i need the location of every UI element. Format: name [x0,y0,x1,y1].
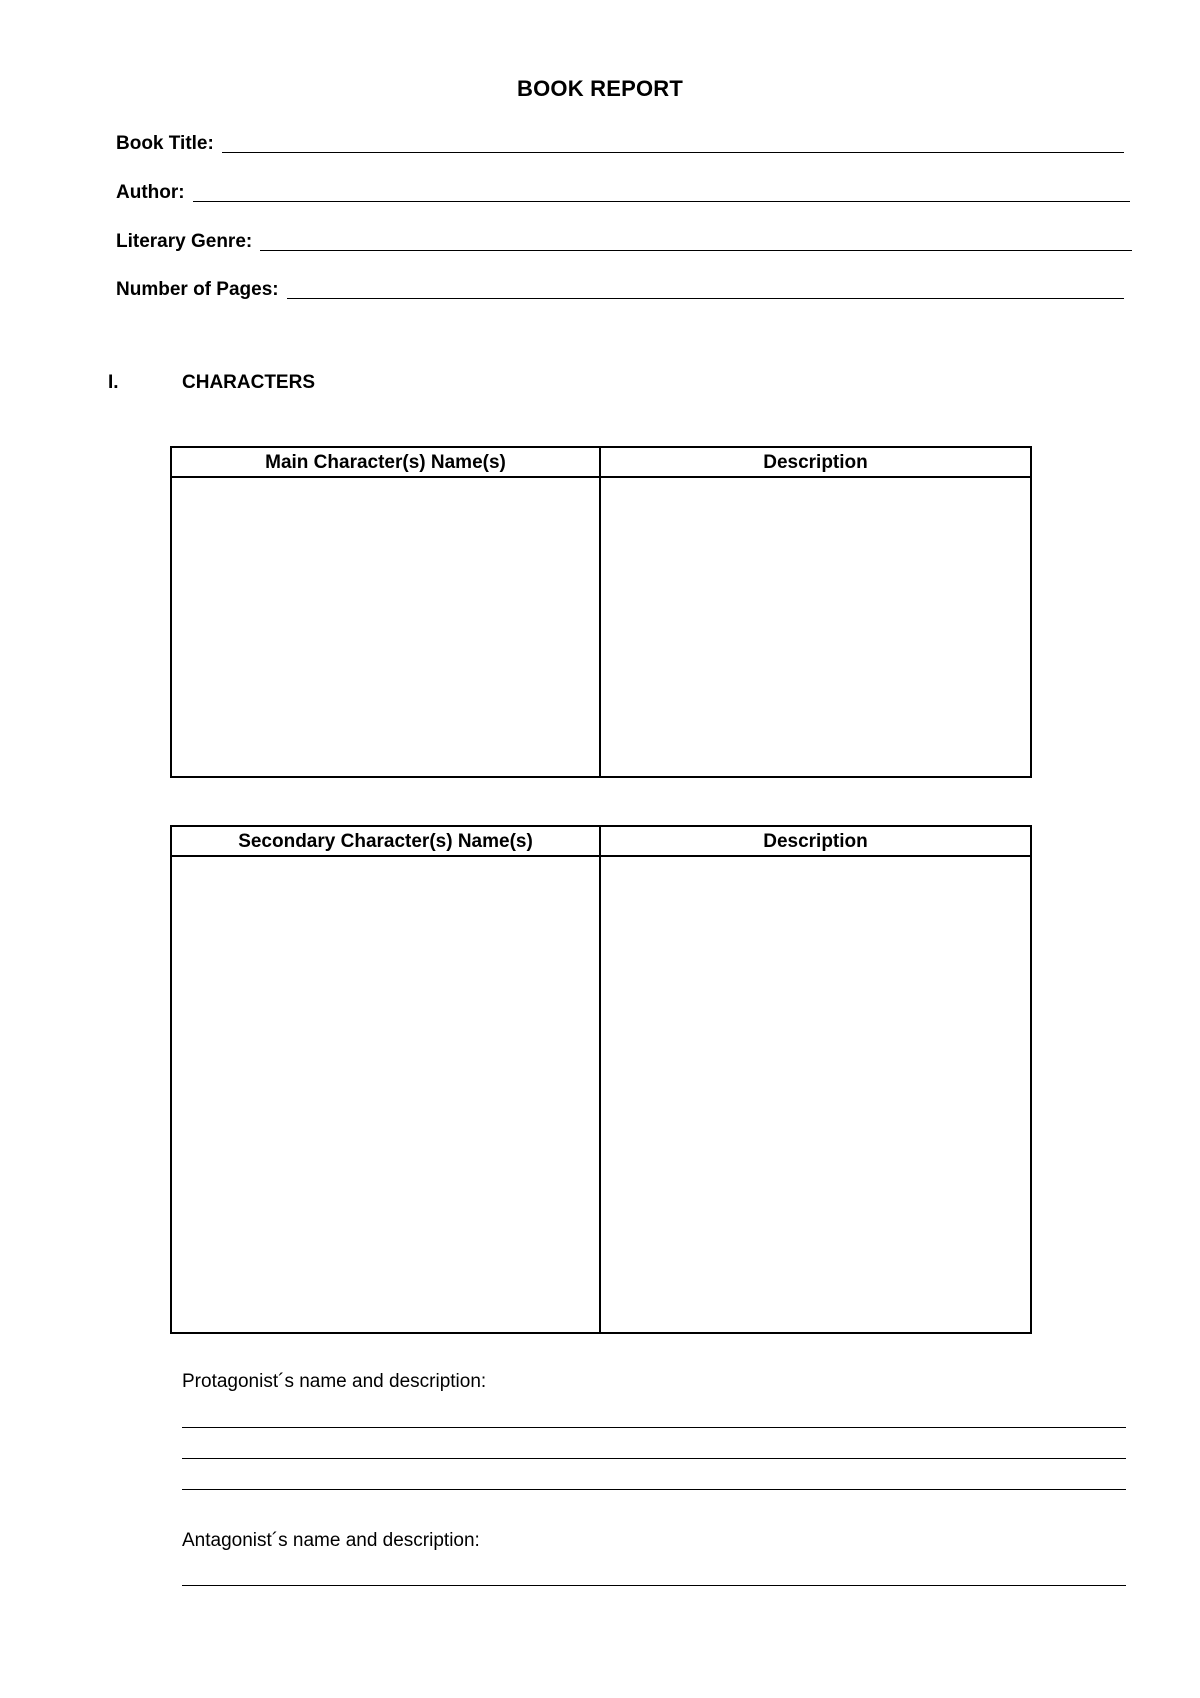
author-line[interactable] [193,200,1130,202]
section-heading [108,372,315,394]
main-characters-header-name: Main Character(s) Name(s) [172,448,601,478]
book-title-line[interactable] [222,151,1124,153]
protagonist-prompt: Protagonist´s name and description: [182,1371,487,1392]
literary-genre-field[interactable] [116,223,1132,253]
protagonist-line-1[interactable] [182,1427,1126,1428]
author-field[interactable] [116,174,1130,204]
book-title-label: Book Title: [116,133,214,154]
number-of-pages-label: Number of Pages: [116,279,279,300]
secondary-characters-name-cell[interactable] [172,857,601,1332]
secondary-characters-header-name: Secondary Character(s) Name(s) [172,827,601,857]
secondary-characters-table [170,825,1032,1334]
section-title: CHARACTERS [182,372,315,393]
protagonist-line-2[interactable] [182,1458,1126,1459]
book-title-field[interactable] [116,125,1124,155]
section-number: I. [108,372,119,393]
page-title: BOOK REPORT [517,76,683,101]
author-label: Author: [116,182,185,203]
number-of-pages-field[interactable] [116,271,1124,301]
main-characters-description-cell[interactable] [601,478,1030,776]
number-of-pages-line[interactable] [287,297,1124,299]
literary-genre-label: Literary Genre: [116,231,253,252]
literary-genre-line[interactable] [260,249,1132,251]
antagonist-prompt: Antagonist´s name and description: [182,1530,480,1551]
main-characters-name-cell[interactable] [172,478,601,776]
main-characters-header-description: Description [601,448,1030,478]
secondary-characters-header-description: Description [601,827,1030,857]
protagonist-line-3[interactable] [182,1489,1126,1490]
antagonist-line-1[interactable] [182,1585,1126,1586]
main-characters-table [170,446,1032,778]
secondary-characters-description-cell[interactable] [601,857,1030,1332]
